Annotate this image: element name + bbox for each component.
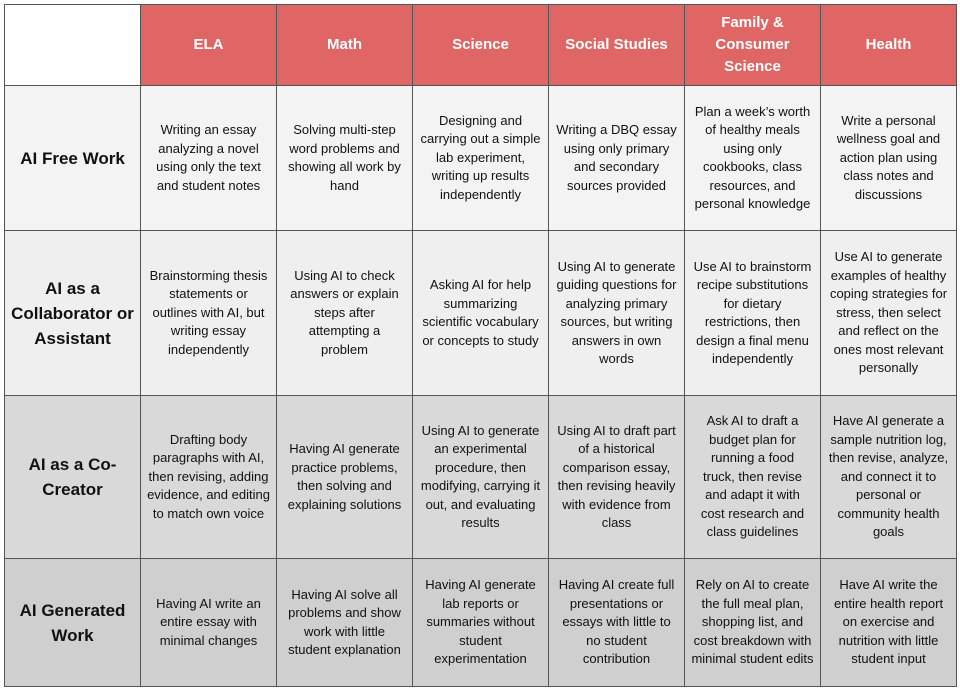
table-cell: Having AI write an entire essay with minimal changes (141, 559, 277, 687)
column-header-ela: ELA (141, 5, 277, 86)
column-header-science: Science (413, 5, 549, 86)
row-header-ai-generated-work: AI Generated Work (5, 559, 141, 687)
table-cell: Using AI to check answers or explain steps after attempting a problem (277, 231, 413, 396)
table-cell: Having AI create full presentations or essays with little to no student contribution (549, 559, 685, 687)
column-header-math: Math (277, 5, 413, 86)
table-cell: Using AI to generate guiding questions for analyzing primary sources, but writing answers in own words (549, 231, 685, 396)
table-row (5, 86, 957, 231)
table-cell: Writing an essay analyzing a novel using only the text and student notes (141, 86, 277, 231)
table-cell: Drafting body paragraphs with AI, then revising, adding evidence, and editing to match own voice (141, 396, 277, 559)
table-cell: Use AI to brainstorm recipe substitutions for dietary restrictions, then design a final menu independently (685, 231, 821, 396)
table-cell: Having AI solve all problems and show work with little student explanation (277, 559, 413, 687)
row-header-ai-co-creator: AI as a Co-Creator (5, 396, 141, 559)
table-cell: Using AI to draft part of a historical comparison essay, then revising heavily with evidence from class (549, 396, 685, 559)
row-header-ai-free-work: AI Free Work (5, 86, 141, 231)
table-cell: Have AI write the entire health report on exercise and nutrition with little student input (821, 559, 957, 687)
table-cell: Solving multi-step word problems and showing all work by hand (277, 86, 413, 231)
table-cell: Write a personal wellness goal and action plan using class notes and discussions (821, 86, 957, 231)
table-cell: Writing a DBQ essay using only primary and secondary sources provided (549, 86, 685, 231)
table-cell: Have AI generate a sample nutrition log, then revise, analyze, and connect it to personal or community health goals (821, 396, 957, 559)
table-row (5, 559, 957, 687)
table-row (5, 231, 957, 396)
header-row (5, 5, 957, 86)
table-cell: Designing and carrying out a simple lab experiment, writing up results independently (413, 86, 549, 231)
table-row (5, 396, 957, 559)
row-header-ai-collaborator: AI as a Collaborator or Assistant (5, 231, 141, 396)
table-cell: Plan a week’s worth of healthy meals using only cookbooks, class resources, and personal knowledge (685, 86, 821, 231)
table-cell: Rely on AI to create the full meal plan, shopping list, and cost breakdown with minimal student edits (685, 559, 821, 687)
table-cell: Asking AI for help summarizing scientific vocabulary or concepts to study (413, 231, 549, 396)
column-header-social-studies: Social Studies (549, 5, 685, 86)
corner-cell (5, 5, 141, 86)
column-header-family-consumer-science: Family & Consumer Science (685, 5, 821, 86)
ai-use-levels-table (4, 4, 957, 687)
table-cell: Having AI generate lab reports or summaries without student experimentation (413, 559, 549, 687)
column-header-health: Health (821, 5, 957, 86)
table-cell: Use AI to generate examples of healthy coping strategies for stress, then select and reflect on the ones most relevant personally (821, 231, 957, 396)
table-cell: Ask AI to draft a budget plan for running a food truck, then revise and adapt it with cost research and class guidelines (685, 396, 821, 559)
table-cell: Having AI generate practice problems, then solving and explaining solutions (277, 396, 413, 559)
table-cell: Using AI to generate an experimental procedure, then modifying, carrying it out, and evaluating results (413, 396, 549, 559)
table-cell: Brainstorming thesis statements or outlines with AI, but writing essay independently (141, 231, 277, 396)
